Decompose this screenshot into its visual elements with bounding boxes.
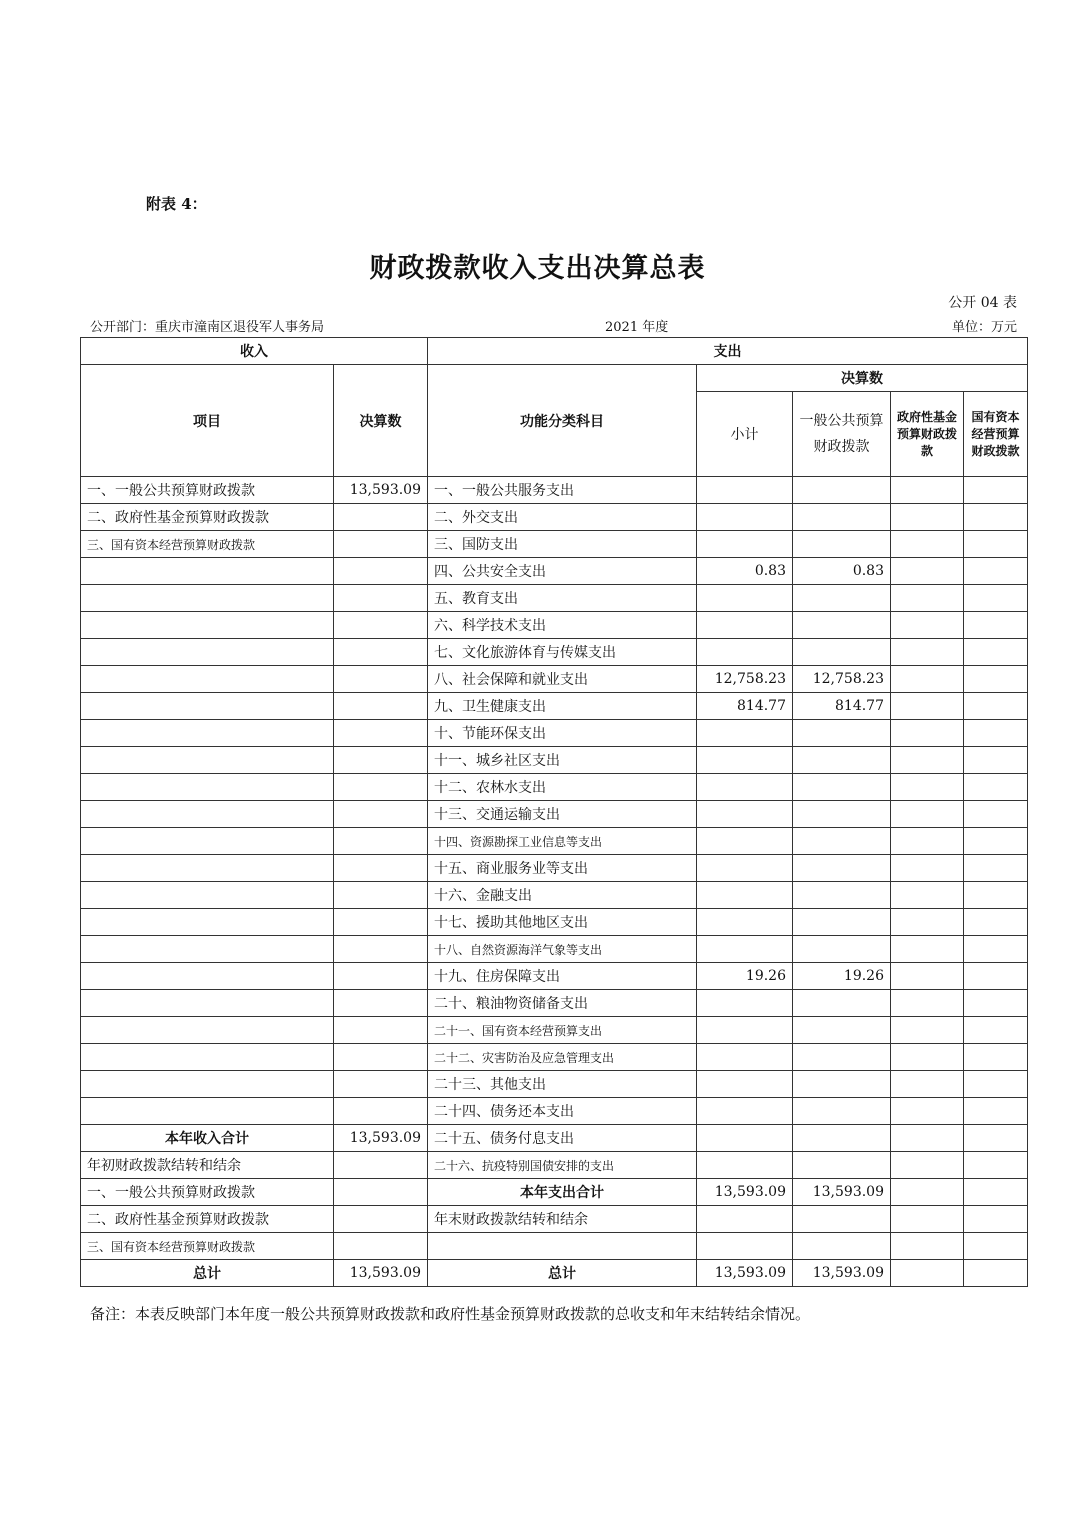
soe-capital-cell — [964, 909, 1028, 936]
expense-item-cell: 八、社会保障和就业支出 — [428, 666, 697, 693]
expense-item-cell: 十三、交通运输支出 — [428, 801, 697, 828]
subtotal-cell — [697, 531, 793, 558]
expense-item-cell: 十二、农林水支出 — [428, 774, 697, 801]
soe-capital-cell — [964, 693, 1028, 720]
soe-capital-cell — [964, 1098, 1028, 1125]
soe-capital-cell — [964, 666, 1028, 693]
unit-label: 单位：万元 — [951, 320, 1017, 335]
expense-item-cell: 十五、商业服务业等支出 — [428, 855, 697, 882]
subtotal-cell — [697, 720, 793, 747]
general-budget-cell — [793, 1017, 891, 1044]
subtotal-cell — [697, 612, 793, 639]
expense-item-cell — [428, 1233, 697, 1260]
income-item-cell: 年初财政拨款结转和结余 — [81, 1152, 334, 1179]
table-row — [81, 693, 1028, 720]
general-budget-header: 一般公共预算财政拨款 — [793, 392, 891, 477]
gov-fund-cell — [891, 936, 964, 963]
general-budget-cell — [793, 882, 891, 909]
table-row — [81, 747, 1028, 774]
table-row — [81, 585, 1028, 612]
gov-fund-cell — [891, 693, 964, 720]
subtotal-cell — [697, 1017, 793, 1044]
subtotal-cell — [697, 639, 793, 666]
soe-capital-cell — [964, 936, 1028, 963]
general-budget-cell — [793, 504, 891, 531]
general-budget-cell — [793, 531, 891, 558]
general-budget-cell — [793, 774, 891, 801]
expense-item-cell: 二十二、灾害防治及应急管理支出 — [428, 1044, 697, 1071]
gov-fund-cell — [891, 1179, 964, 1206]
soe-capital-cell — [964, 801, 1028, 828]
general-budget-cell — [793, 477, 891, 504]
subtotal-cell — [697, 1233, 793, 1260]
expense-item-cell: 本年支出合计 — [428, 1179, 697, 1206]
soe-capital-cell — [964, 1017, 1028, 1044]
amount-header: 决算数 — [334, 365, 428, 477]
expense-item-cell: 一、一般公共服务支出 — [428, 477, 697, 504]
gov-fund-cell — [891, 909, 964, 936]
expense-item-cell: 五、教育支出 — [428, 585, 697, 612]
income-amount-cell — [334, 1179, 428, 1206]
function-category-header: 功能分类科目 — [428, 365, 697, 477]
income-amount-cell — [334, 1152, 428, 1179]
expense-item-cell: 二十五、债务付息支出 — [428, 1125, 697, 1152]
subtotal-cell — [697, 585, 793, 612]
expense-item-cell: 二十一、国有资本经营预算支出 — [428, 1017, 697, 1044]
table-row — [81, 936, 1028, 963]
table-row — [81, 666, 1028, 693]
gov-fund-cell — [891, 1260, 964, 1287]
income-item-cell: 二、政府性基金预算财政拨款 — [81, 504, 334, 531]
subtotal-cell — [697, 477, 793, 504]
income-item-cell — [81, 639, 334, 666]
income-item-cell — [81, 990, 334, 1017]
income-item-cell — [81, 963, 334, 990]
subtotal-cell — [697, 747, 793, 774]
gov-fund-cell — [891, 828, 964, 855]
table-row — [81, 828, 1028, 855]
table-row — [81, 612, 1028, 639]
income-item-cell — [81, 909, 334, 936]
income-item-cell: 三、国有资本经营预算财政拨款 — [81, 1233, 334, 1260]
general-budget-cell — [793, 1206, 891, 1233]
soe-capital-cell — [964, 612, 1028, 639]
income-item-cell — [81, 558, 334, 585]
table-row — [81, 1071, 1028, 1098]
attachment-label: 附表 4： — [146, 195, 207, 213]
appropriation-table — [80, 337, 1028, 1287]
gov-fund-cell — [891, 1017, 964, 1044]
income-amount-cell — [334, 747, 428, 774]
general-budget-cell: 13,593.09 — [793, 1179, 891, 1206]
income-amount-cell — [334, 1098, 428, 1125]
subtotal-cell — [697, 909, 793, 936]
income-amount-cell — [334, 909, 428, 936]
table-row — [81, 1179, 1028, 1206]
form-number: 公开 04 表 — [948, 295, 1017, 311]
general-budget-cell — [793, 909, 891, 936]
table-row — [81, 801, 1028, 828]
general-budget-cell: 19.26 — [793, 963, 891, 990]
general-budget-cell — [793, 1044, 891, 1071]
soe-capital-cell — [964, 1179, 1028, 1206]
gov-fund-header: 政府性基金预算财政拨款 — [891, 392, 964, 477]
general-budget-cell: 0.83 — [793, 558, 891, 585]
header-row-group — [81, 338, 1028, 365]
soe-capital-cell — [964, 531, 1028, 558]
income-item-cell — [81, 612, 334, 639]
gov-fund-cell — [891, 666, 964, 693]
income-item-cell — [81, 828, 334, 855]
gov-fund-cell — [891, 504, 964, 531]
gov-fund-cell — [891, 774, 964, 801]
table-row — [81, 1098, 1028, 1125]
year-label: 2021 年度 — [605, 320, 669, 335]
gov-fund-cell — [891, 1044, 964, 1071]
income-item-cell — [81, 585, 334, 612]
soe-capital-header: 国有资本经营预算财政拨款 — [964, 392, 1028, 477]
gov-fund-cell — [891, 477, 964, 504]
table-row — [81, 774, 1028, 801]
income-amount-cell — [334, 504, 428, 531]
soe-capital-cell — [964, 1125, 1028, 1152]
income-amount-cell — [334, 720, 428, 747]
income-amount-cell — [334, 693, 428, 720]
gov-fund-cell — [891, 990, 964, 1017]
expense-item-cell: 十一、城乡社区支出 — [428, 747, 697, 774]
income-amount-cell — [334, 963, 428, 990]
income-item-cell: 三、国有资本经营预算财政拨款 — [81, 531, 334, 558]
income-item-cell — [81, 1017, 334, 1044]
subtotal-cell — [697, 828, 793, 855]
soe-capital-cell — [964, 990, 1028, 1017]
gov-fund-cell — [891, 747, 964, 774]
soe-capital-cell — [964, 639, 1028, 666]
expense-item-cell: 十七、援助其他地区支出 — [428, 909, 697, 936]
income-item-cell — [81, 666, 334, 693]
income-item-cell: 一、一般公共预算财政拨款 — [81, 1179, 334, 1206]
expense-item-cell: 二十、粮油物资储备支出 — [428, 990, 697, 1017]
general-budget-cell: 814.77 — [793, 693, 891, 720]
soe-capital-cell — [964, 855, 1028, 882]
gov-fund-cell — [891, 639, 964, 666]
table-row — [81, 909, 1028, 936]
table-row — [81, 1152, 1028, 1179]
general-budget-cell — [793, 801, 891, 828]
income-amount-cell — [334, 801, 428, 828]
gov-fund-cell — [891, 531, 964, 558]
table-row — [81, 1017, 1028, 1044]
subtotal-cell: 814.77 — [697, 693, 793, 720]
meta-line — [90, 316, 1017, 334]
expense-item-cell: 年末财政拨款结转和结余 — [428, 1206, 697, 1233]
subtotal-header: 小计 — [697, 392, 793, 477]
table-row — [81, 882, 1028, 909]
income-item-cell — [81, 774, 334, 801]
expense-item-cell: 三、国防支出 — [428, 531, 697, 558]
expense-item-cell: 二十六、抗疫特别国债安排的支出 — [428, 1152, 697, 1179]
gov-fund-cell — [891, 801, 964, 828]
soe-capital-cell — [964, 1071, 1028, 1098]
table-row — [81, 1125, 1028, 1152]
gov-fund-cell — [891, 720, 964, 747]
income-amount-cell — [334, 1071, 428, 1098]
general-budget-cell — [793, 639, 891, 666]
soe-capital-cell — [964, 828, 1028, 855]
general-budget-cell — [793, 828, 891, 855]
income-amount-cell: 13,593.09 — [334, 477, 428, 504]
table-row — [81, 963, 1028, 990]
income-amount-cell — [334, 1044, 428, 1071]
item-header: 项目 — [81, 365, 334, 477]
expense-item-cell: 十八、自然资源海洋气象等支出 — [428, 936, 697, 963]
general-budget-cell — [793, 585, 891, 612]
subtotal-cell — [697, 774, 793, 801]
general-budget-cell — [793, 720, 891, 747]
table-row — [81, 855, 1028, 882]
department-label: 公开部门：重庆市潼南区退役军人事务局 — [90, 320, 325, 335]
gov-fund-cell — [891, 963, 964, 990]
subtotal-cell: 19.26 — [697, 963, 793, 990]
soe-capital-cell — [964, 1152, 1028, 1179]
table-row — [81, 504, 1028, 531]
income-amount-cell — [334, 1017, 428, 1044]
general-budget-cell — [793, 936, 891, 963]
footnote: 备注：本表反映部门本年度一般公共预算财政拨款和政府性基金预算财政拨款的总收支和年末结转结余情况。 — [90, 1305, 811, 1323]
gov-fund-cell — [891, 1206, 964, 1233]
expense-item-cell: 二、外交支出 — [428, 504, 697, 531]
table-row — [81, 558, 1028, 585]
subtotal-cell — [697, 1125, 793, 1152]
subtotal-cell — [697, 1071, 793, 1098]
soe-capital-cell — [964, 882, 1028, 909]
general-budget-cell — [793, 855, 891, 882]
income-item-cell: 本年收入合计 — [81, 1125, 334, 1152]
expense-item-cell: 十九、住房保障支出 — [428, 963, 697, 990]
income-item-cell — [81, 801, 334, 828]
income-amount-cell — [334, 1206, 428, 1233]
subtotal-cell — [697, 1152, 793, 1179]
subtotal-cell — [697, 990, 793, 1017]
gov-fund-cell — [891, 1071, 964, 1098]
soe-capital-cell — [964, 558, 1028, 585]
income-header: 收入 — [81, 338, 428, 365]
expense-item-cell: 二十四、债务还本支出 — [428, 1098, 697, 1125]
final-amount-header: 决算数 — [697, 365, 1028, 392]
general-budget-cell — [793, 1233, 891, 1260]
income-amount-cell — [334, 774, 428, 801]
income-item-cell: 总计 — [81, 1260, 334, 1287]
income-amount-cell — [334, 828, 428, 855]
soe-capital-cell — [964, 747, 1028, 774]
income-item-cell — [81, 693, 334, 720]
gov-fund-cell — [891, 585, 964, 612]
income-amount-cell: 13,593.09 — [334, 1125, 428, 1152]
income-item-cell — [81, 1044, 334, 1071]
general-budget-cell: 13,593.09 — [793, 1260, 891, 1287]
table-row — [81, 639, 1028, 666]
income-amount-cell: 13,593.09 — [334, 1260, 428, 1287]
general-budget-cell — [793, 1098, 891, 1125]
header-row-sub — [81, 365, 1028, 392]
gov-fund-cell — [891, 1152, 964, 1179]
income-amount-cell — [334, 990, 428, 1017]
table-row — [81, 1044, 1028, 1071]
table-row — [81, 1260, 1028, 1287]
table-row — [81, 531, 1028, 558]
table-row — [81, 477, 1028, 504]
general-budget-cell — [793, 1125, 891, 1152]
income-amount-cell — [334, 666, 428, 693]
soe-capital-cell — [964, 1044, 1028, 1071]
soe-capital-cell — [964, 504, 1028, 531]
soe-capital-cell — [964, 1233, 1028, 1260]
income-amount-cell — [334, 639, 428, 666]
expense-item-cell: 十六、金融支出 — [428, 882, 697, 909]
general-budget-cell — [793, 1071, 891, 1098]
subtotal-cell: 13,593.09 — [697, 1179, 793, 1206]
gov-fund-cell — [891, 612, 964, 639]
general-budget-cell — [793, 990, 891, 1017]
gov-fund-cell — [891, 558, 964, 585]
general-budget-cell: 12,758.23 — [793, 666, 891, 693]
gov-fund-cell — [891, 1233, 964, 1260]
income-item-cell — [81, 882, 334, 909]
gov-fund-cell — [891, 1125, 964, 1152]
expense-item-cell: 十四、资源勘探工业信息等支出 — [428, 828, 697, 855]
general-budget-cell — [793, 612, 891, 639]
soe-capital-cell — [964, 720, 1028, 747]
income-amount-cell — [334, 558, 428, 585]
table-row — [81, 1206, 1028, 1233]
income-amount-cell — [334, 882, 428, 909]
subtotal-cell: 13,593.09 — [697, 1260, 793, 1287]
expense-item-cell: 七、文化旅游体育与传媒支出 — [428, 639, 697, 666]
expense-item-cell: 六、科学技术支出 — [428, 612, 697, 639]
expense-item-cell: 二十三、其他支出 — [428, 1071, 697, 1098]
gov-fund-cell — [891, 882, 964, 909]
subtotal-cell — [697, 1098, 793, 1125]
income-item-cell: 一、一般公共预算财政拨款 — [81, 477, 334, 504]
soe-capital-cell — [964, 1206, 1028, 1233]
soe-capital-cell — [964, 774, 1028, 801]
soe-capital-cell — [964, 1260, 1028, 1287]
general-budget-cell — [793, 747, 891, 774]
subtotal-cell — [697, 504, 793, 531]
expense-item-cell: 十、节能环保支出 — [428, 720, 697, 747]
income-amount-cell — [334, 612, 428, 639]
expense-item-cell: 四、公共安全支出 — [428, 558, 697, 585]
subtotal-cell — [697, 882, 793, 909]
table-row — [81, 720, 1028, 747]
income-amount-cell — [334, 1233, 428, 1260]
table-row — [81, 1233, 1028, 1260]
table-row — [81, 990, 1028, 1017]
general-budget-cell — [793, 1152, 891, 1179]
expense-header: 支出 — [428, 338, 1028, 365]
subtotal-cell — [697, 855, 793, 882]
expense-item-cell: 总计 — [428, 1260, 697, 1287]
subtotal-cell: 12,758.23 — [697, 666, 793, 693]
income-amount-cell — [334, 855, 428, 882]
subtotal-cell — [697, 936, 793, 963]
income-item-cell — [81, 855, 334, 882]
income-item-cell — [81, 747, 334, 774]
income-amount-cell — [334, 936, 428, 963]
subtotal-cell: 0.83 — [697, 558, 793, 585]
subtotal-cell — [697, 1044, 793, 1071]
income-item-cell — [81, 720, 334, 747]
gov-fund-cell — [891, 1098, 964, 1125]
income-item-cell: 二、政府性基金预算财政拨款 — [81, 1206, 334, 1233]
expense-item-cell: 九、卫生健康支出 — [428, 693, 697, 720]
page-title: 财政拨款收入支出决算总表 — [369, 253, 706, 284]
soe-capital-cell — [964, 585, 1028, 612]
gov-fund-cell — [891, 855, 964, 882]
income-item-cell — [81, 1098, 334, 1125]
income-item-cell — [81, 1071, 334, 1098]
income-amount-cell — [334, 585, 428, 612]
soe-capital-cell — [964, 477, 1028, 504]
soe-capital-cell — [964, 963, 1028, 990]
income-amount-cell — [334, 531, 428, 558]
subtotal-cell — [697, 801, 793, 828]
income-item-cell — [81, 936, 334, 963]
subtotal-cell — [697, 1206, 793, 1233]
